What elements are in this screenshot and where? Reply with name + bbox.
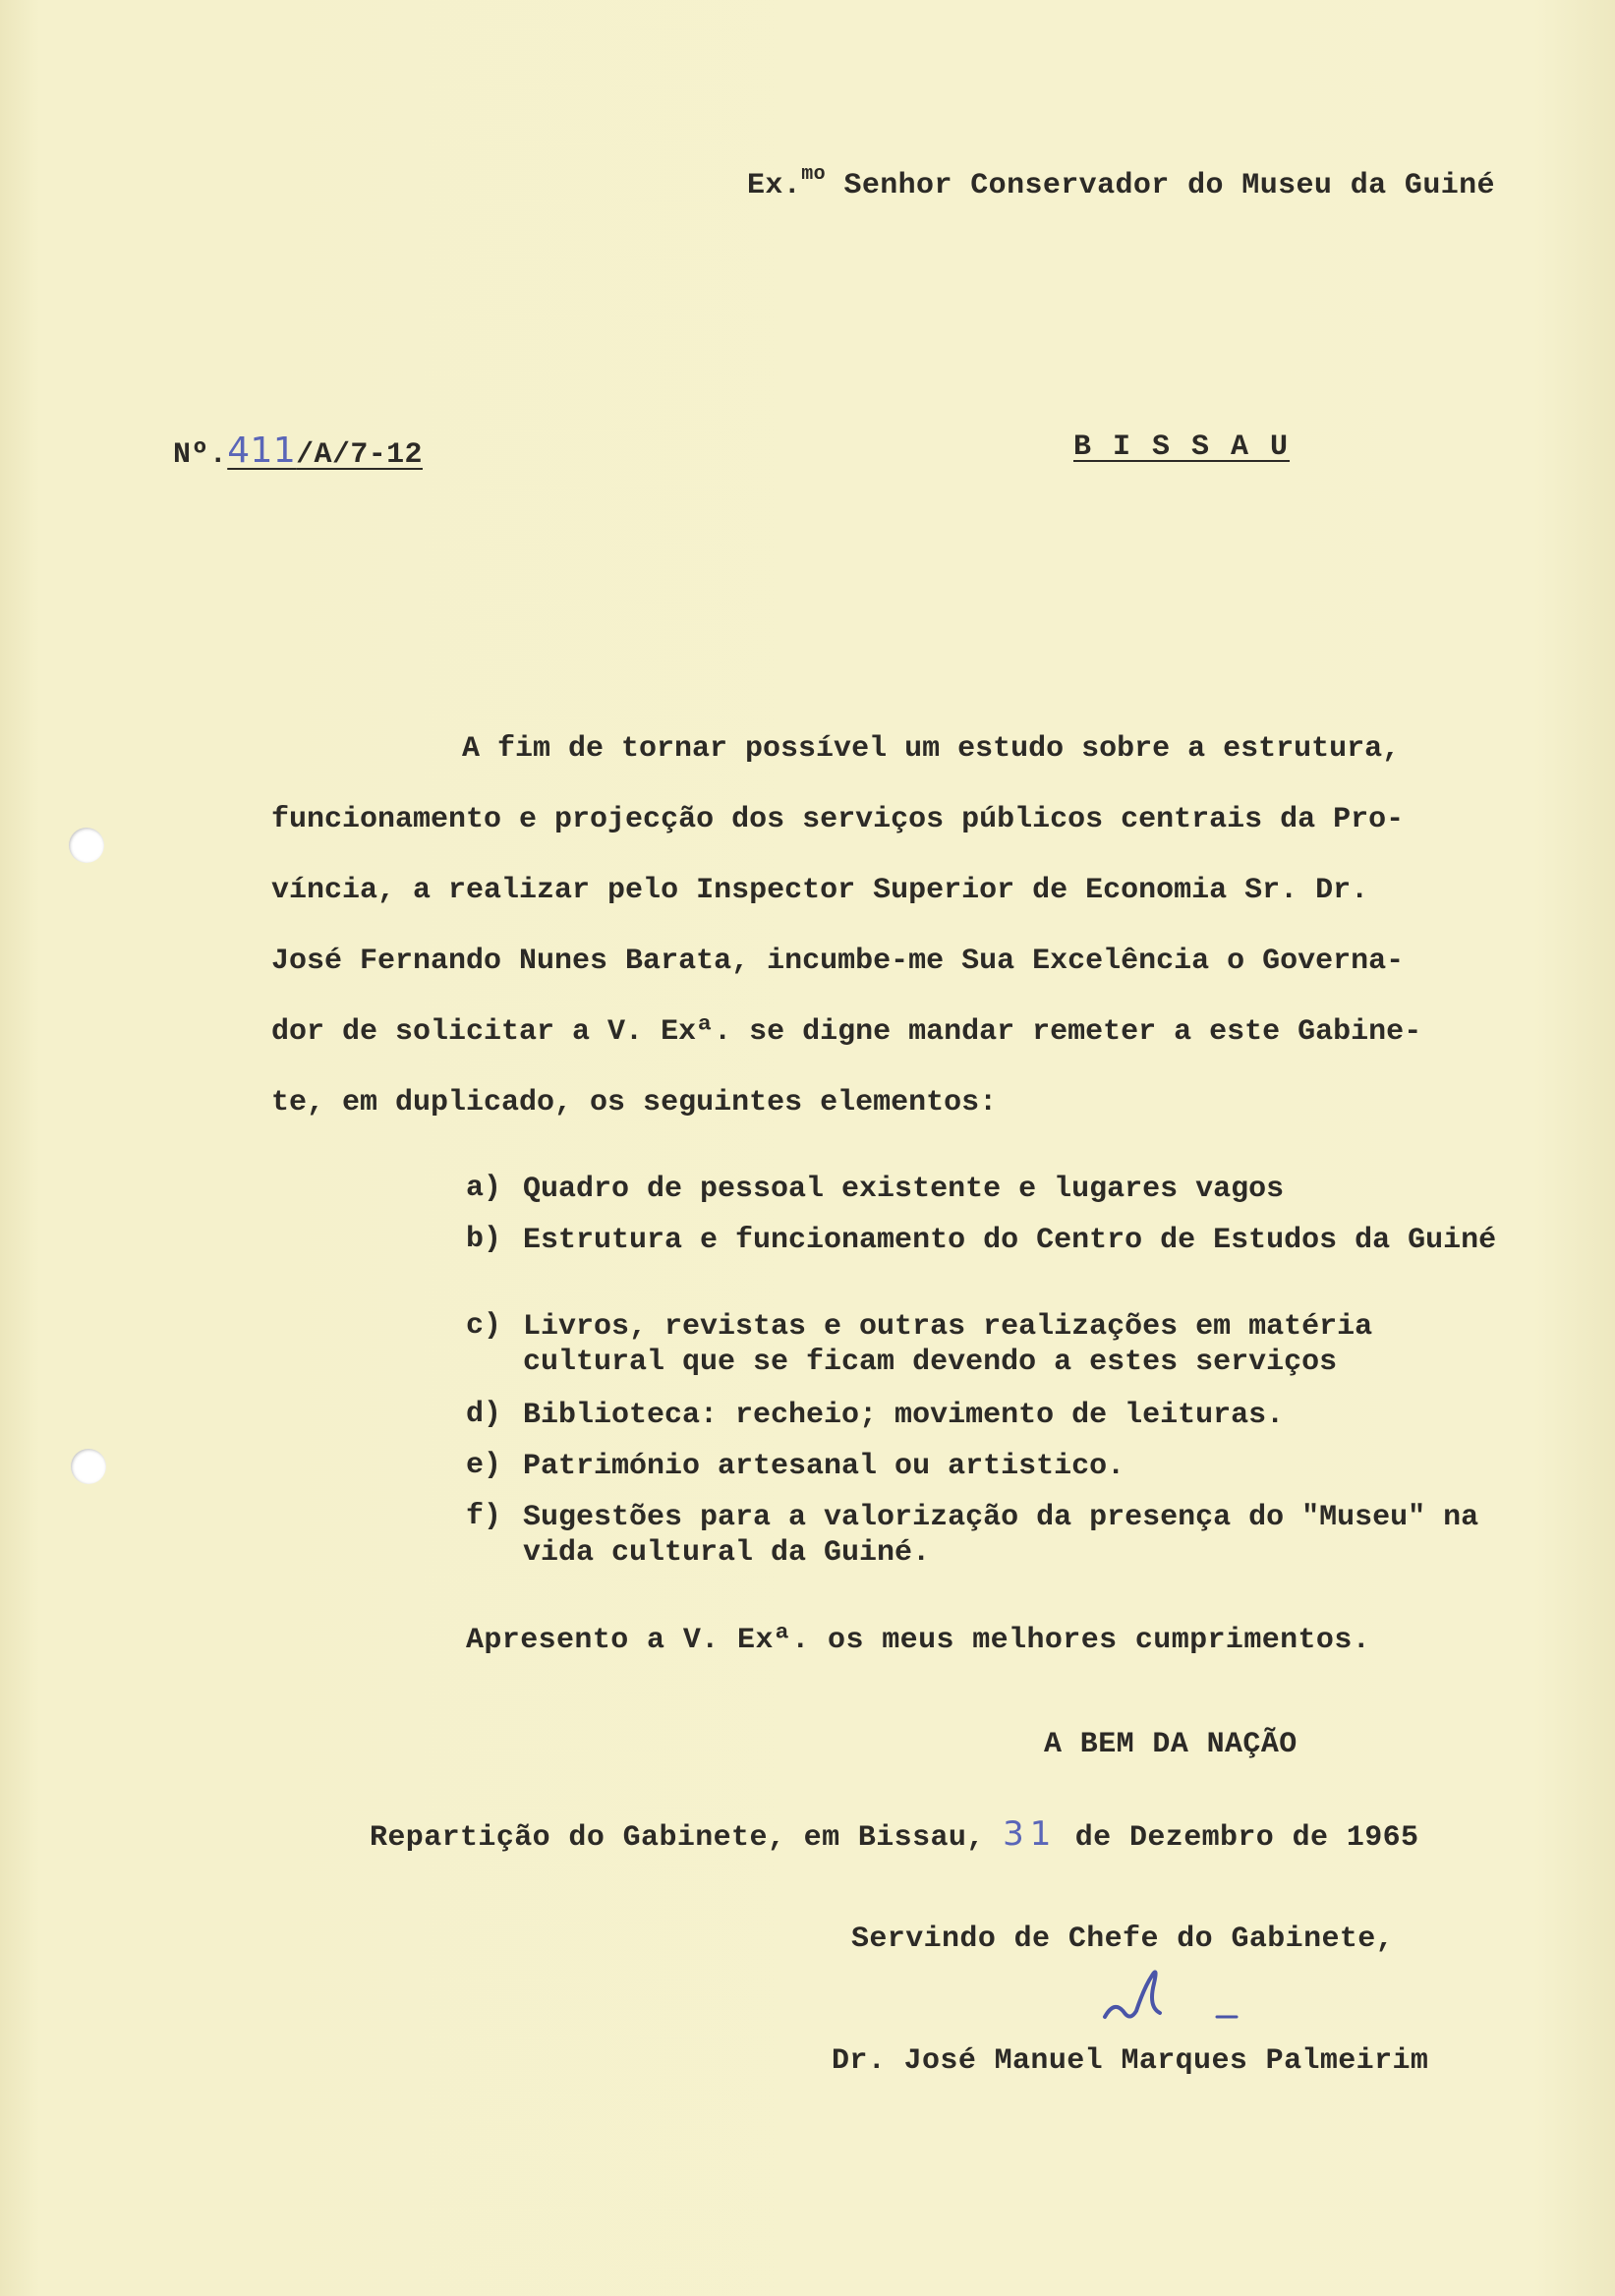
reference-number bbox=[173, 430, 423, 472]
reference-label: Nº. bbox=[173, 438, 228, 472]
list-item-label: a) bbox=[466, 1172, 502, 1205]
list-item-label: e) bbox=[466, 1449, 502, 1482]
list-item-text: Sugestões para a valorização da presença do "Museu" na vida cultural da Guiné. bbox=[523, 1501, 1479, 1570]
body-line-1: A fim de tornar possível um estudo sobre a estrutura, bbox=[462, 732, 1401, 766]
list-item-text: Património artesanal ou artistico. bbox=[523, 1450, 1125, 1483]
reference-handwritten-number: 411 bbox=[227, 430, 297, 471]
body-line-4: José Fernando Nunes Barata, incumbe-me Sua Excelência o Governa- bbox=[271, 945, 1405, 978]
addressee-line bbox=[747, 163, 1495, 202]
addressee-text: Senhor Conservador do Museu da Guiné bbox=[843, 169, 1495, 202]
list-item-text: Biblioteca: recheio; movimento de leituras. bbox=[523, 1399, 1285, 1432]
date-line bbox=[370, 1814, 1418, 1855]
list-item-text: Livros, revistas e outras realizações em matéria cultural que se ficam devendo a estes serviços bbox=[523, 1310, 1373, 1379]
reference-underlined bbox=[227, 430, 423, 472]
list-item-label: d) bbox=[466, 1398, 502, 1431]
list-item-text: Quadro de pessoal existente e lugares vagos bbox=[523, 1173, 1285, 1206]
body-line-2: funcionamento e projecção dos serviços públicos centrais da Pro- bbox=[271, 803, 1405, 836]
signature-title: Servindo de Chefe do Gabinete, bbox=[851, 1923, 1395, 1956]
addressee-prefix: Ex. bbox=[747, 169, 802, 202]
date-handwritten-day: 31 bbox=[1003, 1814, 1058, 1854]
closing-line: Apresento a V. Exª. os meus melhores cumprimentos. bbox=[466, 1624, 1371, 1657]
motto: A BEM DA NAÇÃO bbox=[1044, 1728, 1298, 1761]
list-item-text: Estrutura e funcionamento do Centro de Estudos da Guiné bbox=[523, 1224, 1497, 1257]
reference-suffix: /A/7-12 bbox=[296, 438, 423, 472]
body-line-6: te, em duplicado, os seguintes elementos: bbox=[271, 1086, 998, 1119]
addressee-superscript: mo bbox=[801, 163, 827, 186]
list-item-label: f) bbox=[466, 1500, 502, 1533]
body-line-3: víncia, a realizar pelo Inspector Superior de Economia Sr. Dr. bbox=[271, 874, 1369, 907]
list-item-label: b) bbox=[466, 1223, 502, 1256]
signature-mark bbox=[1091, 1966, 1248, 2035]
list-item-label: c) bbox=[466, 1309, 502, 1343]
signatory-name: Dr. José Manuel Marques Palmeirim bbox=[832, 2044, 1429, 2078]
place-heading: B I S S A U bbox=[1073, 430, 1291, 464]
punch-hole-top bbox=[69, 828, 104, 863]
date-prefix: Repartição do Gabinete, em Bissau, bbox=[370, 1821, 985, 1855]
body-line-5: dor de solicitar a V. Exª. se digne mandar remeter a este Gabine- bbox=[271, 1015, 1422, 1049]
punch-hole-bottom bbox=[71, 1449, 106, 1484]
date-suffix: de Dezembro de 1965 bbox=[1074, 1821, 1419, 1855]
